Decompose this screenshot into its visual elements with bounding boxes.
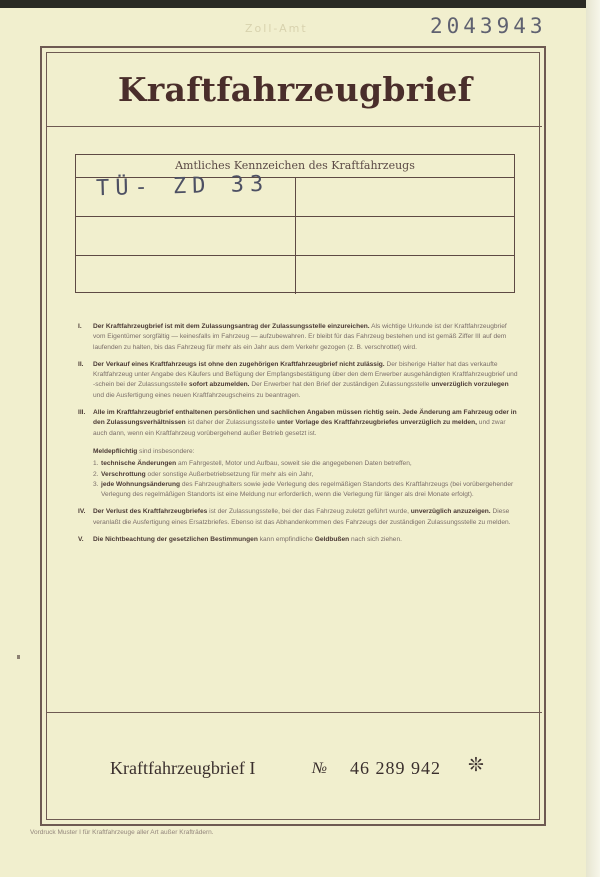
section-number: IV. — [78, 508, 86, 516]
list-emphasis: Verschrottung — [101, 470, 146, 478]
section-iv — [78, 507, 518, 528]
scan-right-edge — [586, 0, 600, 877]
section-heading: Der Kraftfahrzeugbrief ist mit dem Zulassungsantrag der Zulassungsstelle einzureichen. — [93, 323, 370, 330]
plate-table — [75, 154, 515, 293]
section-body: ist daher der Zulassungsstelle — [187, 419, 276, 427]
section-number: V. — [78, 536, 84, 544]
plate-table-row — [76, 217, 514, 256]
plate-cell — [296, 256, 515, 294]
section-body: Der bisherige Halter hat das verkaufte Kraftfahrzeug unter Angabe des Käufers und Befügung der Empfangsbestätigung über den dem Erwerber ausgehändigten Kraftfahrzeugbrief und -schein bei der Zulassungsstelle — [93, 360, 518, 389]
document-type-label: Kraftfahrzeugbrief I — [110, 758, 256, 778]
list-text: des Fahrzeughalters sowie jede Verlegung des regelmäßigen Standorts des Kraftfahrzeugs (bei vorübergehender Verlegung des regelmäßigen Standorts ist eine Meldung nur erforderlich, wenn die Verlegung für länger als drei Monate erfolgt). — [101, 480, 514, 499]
plate-cell — [76, 256, 296, 294]
instructions — [78, 322, 518, 552]
plate-table-row — [76, 171, 514, 217]
document-title: Kraftfahrzeugbrief — [117, 70, 473, 109]
section-emphasis: unverzüglich anzuzeigen. — [410, 508, 491, 516]
section-i — [78, 322, 518, 353]
list-number: 1. — [93, 460, 99, 468]
meldepflicht-heading: Meldepflichtig — [93, 447, 138, 455]
section-body: Als wichtige Urkunde ist der Kraftfahrzeugbrief vom Eigentümer sorgfältig — keinesfalls im Fahrzeug — aufzubewahren. Er bleibt für das Fahrzeug bestehen und ist gemäß Ziffer III auf dem laufenden zu halten, bis das Fahrzeug für mehr als ein Jahr aus dem Verkehr gezogen (z. B. verschrottet) wird. — [93, 323, 507, 351]
serial-number-stamp: 2043943 — [430, 14, 547, 38]
list-emphasis: jede Wohnungsänderung — [101, 480, 181, 488]
plate-cell — [76, 217, 296, 255]
section-v — [78, 535, 518, 545]
list-item — [93, 470, 518, 480]
plate-cell — [76, 171, 296, 216]
section-heading: Der Verkauf eines Kraftfahrzeugs ist ohne den zugehörigen Kraftfahrzeugbrief nicht zulässig. — [93, 360, 385, 368]
section-heading: Die Nichtbeachtung der gesetzlichen Bestimmungen — [93, 536, 258, 544]
section-emphasis: unter Vorlage des Kraftfahrzeugbriefes unverzüglich zu melden, — [277, 419, 477, 427]
section-iii — [78, 408, 518, 500]
meldepflicht-list — [93, 459, 518, 500]
scan-top-edge — [0, 0, 600, 8]
section-number: III. — [78, 409, 86, 417]
bottom-divider — [46, 712, 542, 713]
plate-cell — [296, 178, 515, 216]
list-item — [93, 459, 518, 469]
rosette-icon: ❊ — [468, 754, 484, 776]
section-body: Der Erwerber hat den Brief der zuständigen Zulassungsstelle — [251, 381, 430, 389]
plate-cell — [296, 217, 515, 255]
form-footnote: Vordruck Muster I für Kraftfahrzeuge aller Art außer Krafträdern. — [30, 829, 214, 836]
title-divider — [46, 126, 542, 127]
faint-stamp: Zoll-Amt — [245, 22, 308, 35]
list-emphasis: technische Änderungen — [101, 460, 177, 468]
list-number: 3. — [93, 480, 99, 488]
section-heading: Der Verlust des Kraftfahrzeugbriefes — [93, 508, 208, 516]
plate-table-header: Amtliches Kennzeichen des Kraftfahrzeugs — [76, 155, 514, 178]
list-text: oder sonstige Außerbetriebsetzung für mehr als ein Jahr, — [147, 470, 314, 478]
registration-number: TÜ- ZD 33 — [95, 171, 270, 202]
section-number: II. — [78, 360, 84, 368]
number-sign: № — [312, 760, 328, 777]
section-body: und die Ausfertigung eines neuen Kraftfahrzeugscheins zu beantragen. — [93, 391, 301, 399]
plate-table-row — [76, 256, 514, 294]
document-number: 46 289 942 — [350, 758, 441, 778]
list-item — [93, 480, 518, 501]
scan-mark — [17, 655, 20, 659]
section-body: ist der Zulassungsstelle, bei der das Fahrzeug zuletzt geführt wurde, — [209, 508, 409, 516]
section-emphasis: Geldbußen — [314, 536, 350, 544]
section-number: I. — [78, 323, 82, 330]
section-body: kann empfindliche — [259, 536, 313, 544]
section-body: Diese veranlaßt die Ausfertigung eines Ersatzbriefes. Ebenso ist das Abhandenkommen des Fahrzeugs der zuständigen Zulassungsstelle zu melden. — [93, 508, 511, 526]
section-heading: Alle im Kraftfahrzeugbrief enthaltenen persönlichen und sachlichen Angaben müssen richtig sein. Jede Änderung am Fahrzeug oder in den Zulassungsverhältnissen — [93, 409, 517, 427]
meldepflicht-intro: sind insbesondere: — [139, 447, 195, 455]
section-body: und zwar auch dann, wenn ein Kraftfahrzeug vorübergehend außer Betrieb gesetzt ist. — [93, 419, 506, 437]
list-text: am Fahrgestell, Motor und Aufbau, soweit sie die angegebenen Daten betreffen, — [177, 460, 412, 468]
section-ii — [78, 360, 518, 401]
section-emphasis: unverzüglich vorzulegen — [431, 381, 509, 389]
list-number: 2. — [93, 470, 99, 478]
section-emphasis: sofort abzumelden. — [189, 381, 250, 389]
meldepflicht — [93, 447, 518, 457]
section-body: nach sich ziehen. — [351, 536, 402, 544]
